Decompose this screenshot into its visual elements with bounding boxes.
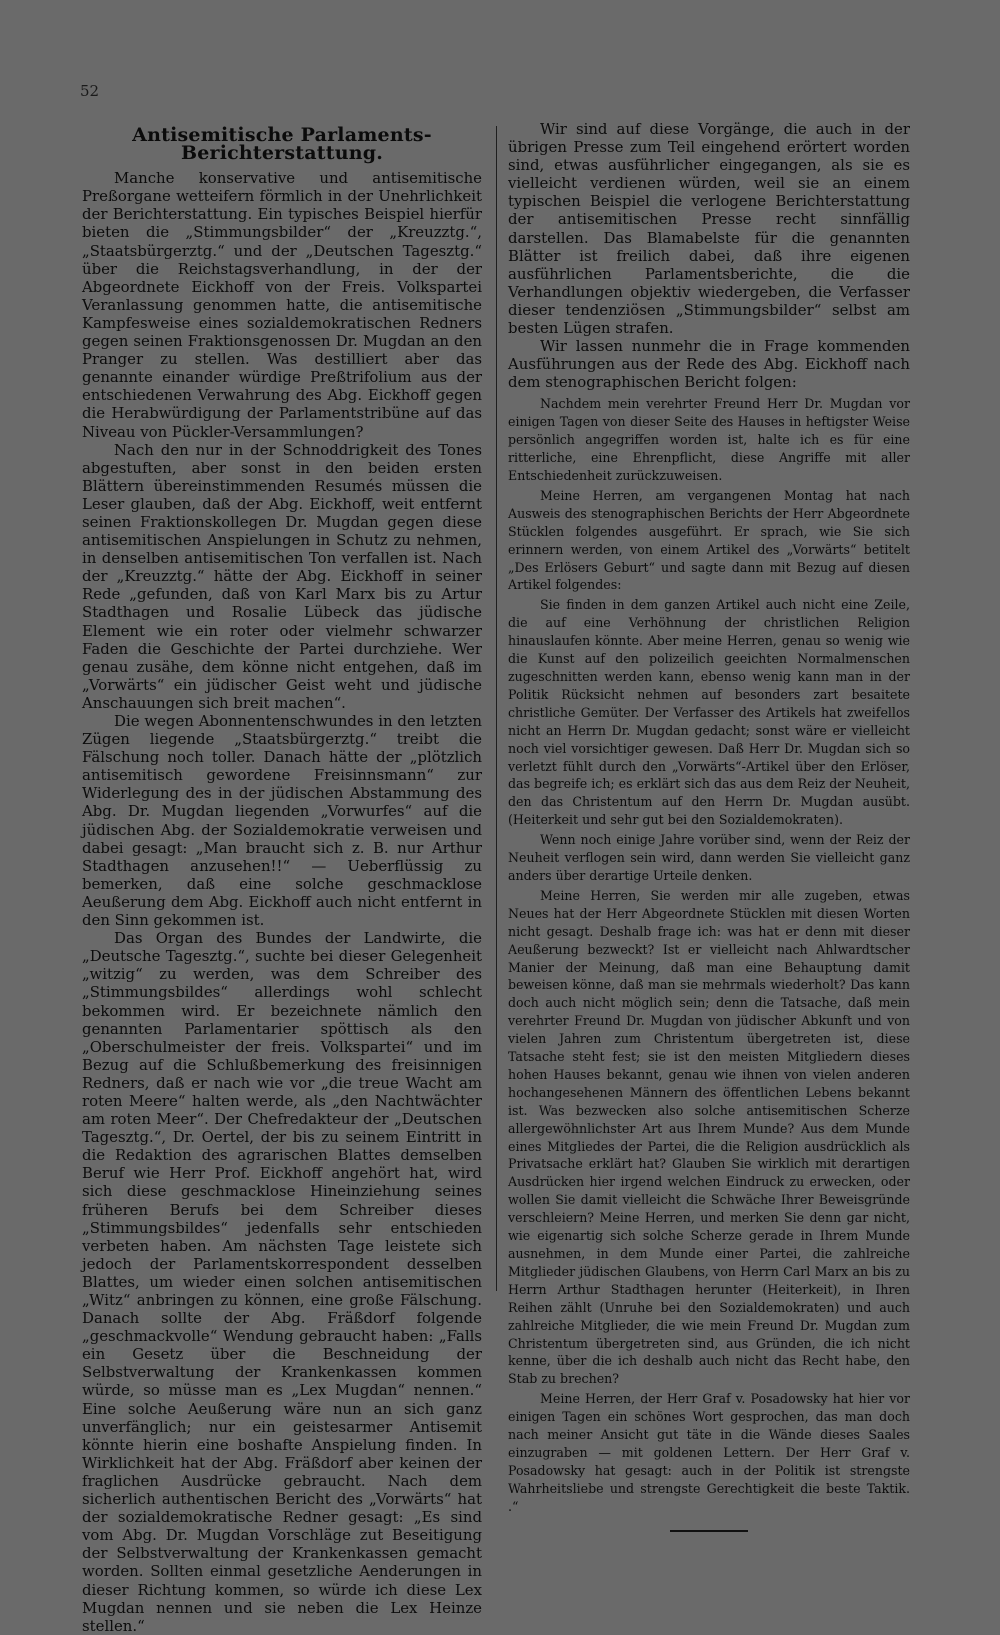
end-rule: [670, 1530, 748, 1532]
paragraph: Manche konservative und antisemitische Preßorgane wetteifern förmlich in der Unehrlichkeit der Berichterstattung. Ein typisches Beispiel hierfür bieten die „Stimmungsbilder“ der „Kreuzztg.“, „Staatsbürgerztg.“ und der „Deutschen Tagesztg.“ über die Reichstagsverhandlung, in der der Abgeordnete Eickhoff von der Freis. Volkspartei Veranlassung genommen hatte, die antisemitische Kampfesweise eines sozialdemokratischen Redners gegen seinen Fraktionsgenossen Dr. Mugdan an den Pranger zu stellen. Was destilliert aber das genannte einander würdige Preßtrifolium aus der entschiedenen Verwahrung des Abg. Eickhoff gegen die Herabwürdigung der Parlamentstribüne auf das Niveau von Pückler-Versammlungen?: [82, 169, 482, 441]
right-column: [508, 120, 910, 1532]
paragraph: Nach den nur in der Schnoddrigkeit des Tones abgestuften, aber sonst in den beiden ersten Blättern übereinstimmenden Resumés müssen die Leser glauben, daß der Abg. Eickhoff, weit entfernt seinen Fraktionskollegen Dr. Mugdan gegen diese antisemitischen Anspielungen in Schutz zu nehmen, in denselben antisemitischen Ton verfallen ist. Nach der „Kreuzztg.“ hätte der Abg. Eickhoff in seiner Rede „gefunden, daß von Karl Marx bis zu Artur Stadthagen und Rosalie Lübeck das jüdische Element wie ein roter oder vielmehr schwarzer Faden die Geschichte der Partei durchziehe. Wer genau zusähe, dem könne nicht entgehen, daß im „Vorwärts“ ein jüdischer Geist weht und jüdische Anschauungen sich breit machen“.: [82, 440, 482, 712]
column-divider: [496, 126, 497, 1291]
paragraph: Die wegen Abonnentenschwundes in den letzten Zügen liegende „Staatsbürgerztg.“ treibt die Fälschung noch toller. Danach hätte der „plötzlich antisemitisch gewordene Freisinnsmann“ zur Widerlegung des in der jüdischen Abstammung des Abg. Dr. Mugdan liegenden „Vorwurfes“ auf die jüdischen Abg. der Sozialdemokratie verweisen und dabei gesagt: „Man braucht sich z. B. nur Arthur Stadthagen anzusehen!!“ — Ueberflüssig zu bemerken, daß eine solche geschmacklose Aeußerung dem Abg. Eickhoff auch nicht entfernt in den Sinn gekommen ist.: [82, 712, 482, 930]
article-title: Antisemitische Parlaments-Berichterstattung.: [132, 124, 432, 165]
paragraph: Wir lassen nunmehr die in Frage kommenden Ausführungen aus der Rede des Abg. Eickhoff nach dem stenographischen Bericht folgen:: [508, 337, 910, 392]
quote-paragraph: Nachdem mein verehrter Freund Herr Dr. Mugdan vor einigen Tagen von dieser Seite des Hauses in heftigster Weise persönlich angegriffen worden ist, halte ich es für eine ritterliche, eine Ehrenpflicht, diese Angriffe mit aller Entschiedenheit zurückzuweisen.: [508, 396, 910, 484]
quote-paragraph: Wenn noch einige Jahre vorüber sind, wenn der Reiz der Neuheit verflogen sein wird, dann werden Sie vielleicht ganz anders über derartige Urteile denken.: [508, 832, 910, 883]
paragraph: Wir sind auf diese Vorgänge, die auch in der übrigen Presse zum Teil eingehend erörtert worden sind, etwas ausführlicher eingegangen, als sie es vielleicht verdienen würden, weil sie an einem typischen Beispiel die verlogene Berichterstattung der antisemitischen Presse recht sinnfällig darstellen. Das Blamabelste für die genannten Blätter ist freilich dabei, daß ihre eigenen ausführlichen Parlamentsberichte, die die Verhandlungen objektiv wiedergeben, die Verfasser dieser tendenziösen „Stimmungsbilder“ selbst am besten Lügen strafen.: [508, 120, 910, 338]
stenographic-quote: [508, 395, 910, 1515]
page-number: 52: [80, 82, 100, 100]
paragraph: Das Organ des Bundes der Landwirte, die „Deutsche Tagesztg.“, suchte bei dieser Gelegenheit „witzig“ zu werden, was dem Schreiber des „Stimmungsbildes“ allerdings wohl schlecht bekommen wird. Er bezeichnete nämlich den genannten Parlamentarier spöttisch als den „Oberschulmeister der freis. Volkspartei“ und im Bezug auf die Schlußbemerkung des freisinnigen Redners, daß er nach wie vor „die treue Wacht am roten Meere“ halten werde, als „den Nachtwächter am roten Meer“. Der Chefredakteur der „Deutschen Tagesztg.“, Dr. Oertel, der bis zu seinem Eintritt in die Redaktion des agrarischen Blattes demselben Beruf wie Herr Prof. Eickhoff angehört hat, wird sich diese geschmacklose Hineinziehung seines früheren Berufs bei dem Schreiber dieses „Stimmungsbildes“ jedenfalls sehr entschieden verbeten haben. Am nächsten Tage leistete sich jedoch der Parlamentskorrespondent desselben Blattes, um wieder einen solchen antisemitischen „Witz“ anbringen zu können, eine große Fälschung. Danach sollte der Abg. Fräßdorf folgende „geschmackvolle“ Wendung gebraucht haben: „Falls ein Gesetz über die Beschneidung der Selbstverwaltung der Krankenkassen kommen würde, so müsse man es „Lex Mugdan“ nennen.“ Eine solche Aeußerung wäre nun an sich ganz unverfänglich; nur ein geistesarmer Antisemit könnte hierin eine boshafte Anspielung finden. In Wirklichkeit hat der Abg. Fräßdorf aber keinen der fraglichen Ausdrücke gebraucht. Nach dem sicherlich authentischen Bericht des „Vorwärts“ hat der sozialdemokratische Redner gesagt: „Es sind vom Abg. Dr. Mugdan Vorschläge zut Beseitigung der Selbstverwaltung der Krankenkassen gemacht worden. Sollten einmal gesetzliche Aenderungen in dieser Richtung kommen, so würde ich diese Lex Mugdan nennen und sie neben die Lex Heinze stellen.“: [82, 929, 482, 1635]
left-column: [82, 120, 482, 1635]
quote-paragraph: Meine Herren, am vergangenen Montag hat nach Ausweis des stenographischen Berichts der Herr Abgeordnete Stücklen folgendes ausgeführt. Er sprach, wie Sie sich erinnern werden, von einem Artikel des „Vorwärts“ betitelt „Des Erlösers Geburt“ und sagte dann mit Bezug auf diesen Artikel folgendes:: [508, 487, 910, 593]
quote-paragraph: Sie finden in dem ganzen Artikel auch nicht eine Zeile, die auf eine Verhöhnung der christlichen Religion hinauslaufen könnte. Aber meine Herren, genau so wenig wie die Kunst auf den polizeilich geeichten Normalmenschen zugeschnitten werden kann, ebenso wenig kann man in der Politik Rücksicht nehmen auf besonders zart besaitete christliche Gemüter. Der Verfasser des Artikels hat zweifellos nicht an Herrn Dr. Mugdan gedacht; sonst wäre er vielleicht noch viel vorsichtiger gewesen. Daß Herr Dr. Mugdan sich so verletzt fühlt durch den „Vorwärts“-Artikel über den Erlöser, das begreife ich; es erklärt sich das aus dem Reiz der Neuheit, den das Christentum auf den Herrn Dr. Mugdan ausübt. (Heiterkeit und sehr gut bei den Sozialdemokraten).: [508, 597, 910, 828]
quote-paragraph: Meine Herren, der Herr Graf v. Posadowsky hat hier vor einigen Tagen ein schönes Wort gesprochen, das man doch nach meiner Ansicht gut täte in die Wände dieses Saales einzugraben — mit goldenen Lettern. Der Herr Graf v. Posadowsky hat gesagt: auch in der Politik ist strengste Wahrheitsliebe und strengste Gerechtigkeit die beste Taktik. .“: [508, 1391, 910, 1514]
quote-paragraph: Meine Herren, Sie werden mir alle zugeben, etwas Neues hat der Herr Abgeordnete Stücklen mit diesen Worten nicht gesagt. Deshalb frage ich: was hat er denn mit dieser Aeußerung bezweckt? Ist er vielleicht nach Ahlwardtscher Manier der Meinung, daß man eine Behauptung damit beweisen könne, daß man sie mehrmals wiederholt? Das kann doch auch nicht möglich sein; denn die Tatsache, daß mein verehrter Freund Dr. Mugdan von jüdischer Abkunft und von vielen Jahren zum Christentum übergetreten ist, diese Tatsache steht fest; sie ist den meisten Mitgliedern dieses hohen Hauses bekannt, genau wie ihnen von vielen anderen hochangesehenen Männern des öffentlichen Lebens bekannt ist. Was bezwecken also solche antisemitischen Scherze allergewöhnlichster Art aus Ihrem Munde? Aus dem Munde eines Mitgliedes der Partei, die die Religion ausdrücklich als Privatsache erklärt hat? Glauben Sie wirklich mit derartigen Ausdrücken hier irgend welchen Eindruck zu erwecken, oder wollen Sie damit vielleicht die Schwäche Ihrer Beweisgründe verschleiern? Meine Herren, und merken Sie denn gar nicht, wie eigenartig sich solche Scherze gerade in Ihrem Munde ausnehmen, in dem Munde einer Partei, die zahlreiche Mitglieder jüdischen Glaubens, von Herrn Carl Marx an bis zu Herrn Arthur Stadthagen herunter (Heiterkeit), in Ihren Reihen zählt (Unruhe bei den Sozialdemokraten) und auch zahlreiche Mitglieder, die wie mein Freund Dr. Mugdan zum Christentum übergetreten sind, aus Gründen, die ich nicht kenne, über die ich deshalb auch nicht das Recht habe, den Stab zu brechen?: [508, 887, 910, 1387]
